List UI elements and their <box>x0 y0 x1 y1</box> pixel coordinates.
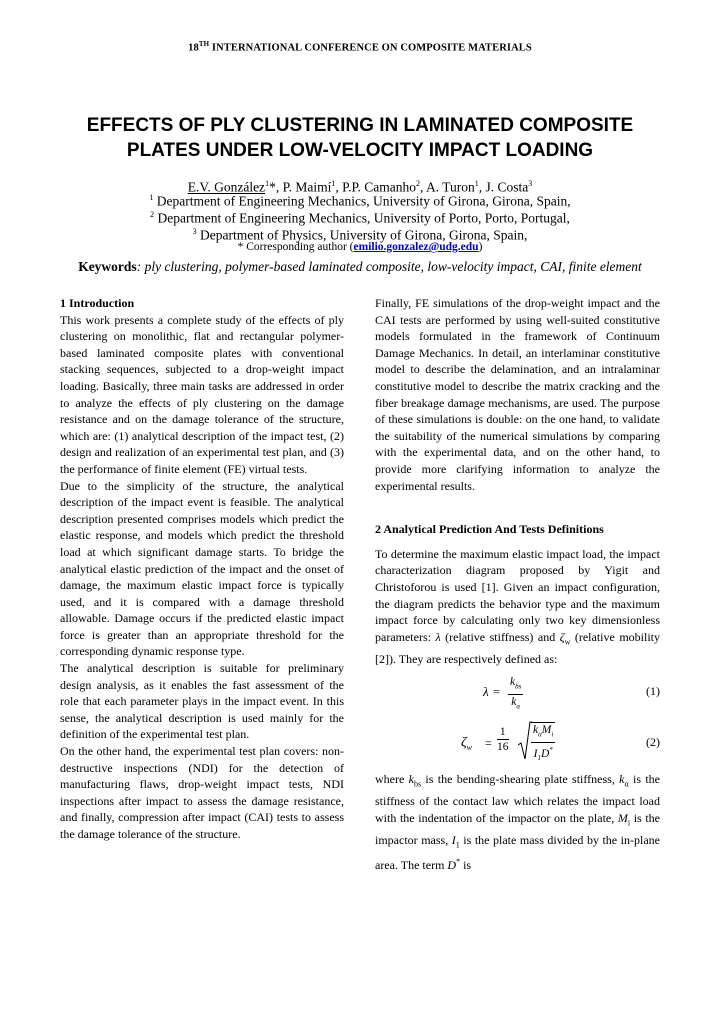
section-heading-analytical: 2 Analytical Prediction And Tests Definitions <box>375 522 604 537</box>
paragraph: Finally, FE simulations of the drop-weight impact and the CAI tests are performed by using well-suited constitutive models formulated in the framework of Continuum Damage Mechanics. In detail, an interlaminar constitutive model to describe the delamination, and an intralaminar constitutive model to describe the matrix cracking and the fiber breakage damage mechanisms, are used. The purpose of these simulations is double: on the one hand, to validate the suitability of the numerical simulations by comparing with the experimental data, and on the other hand, to provide more clarifying information to analyze the experimental results. <box>375 296 660 493</box>
paragraph: The analytical description is suitable for preliminary design analysis, as it enables the fast assessment of the role that each parameter plays in the impact event. In this sense, the analytical description is used mainly for the definition of the experimental test plan. <box>60 661 344 742</box>
corresponding-author: * Corresponding author (emilio.gonzalez@udg.edu) <box>237 241 483 253</box>
paragraph: On the other hand, the experimental test plan covers: non-destructive inspections (NDI) for the detection of manufacturing flaws, drop-weight impact tests, NDI inspections after impact to assess the damage resistance, and finally, compression after impact (CAI) tests to assess the damage tolerance of the structure. <box>60 744 344 841</box>
email-link[interactable]: emilio.gonzalez@udg.edu <box>353 241 479 253</box>
paper-title <box>60 113 660 163</box>
paragraph: where $k_{bs}$ is the bending-shearing plate stiffness, $k_\alpha$ is the stiffness of the contact law which relates the impact load with the indentation of the impactor on the plate, $M_i$ is the impactor mass, $I_1$ is the plate mass divided by the in-plane area. The term D* is <box>375 772 660 872</box>
paragraph: This work presents a complete study of the effects of ply clustering on monolithic, flat and rectangular polymer-based laminated composite plates with conventional stacking sequences, subjected to a drop-weight impact loading. Basically, three main tasks are addressed in order to analyze the effects of ply clustering on the damage resistance and on the damage tolerance of the structure, which are: (1) analytical description of the impact test, (2) design and realization of an experimental test plan, and (3) the performance of finite element (FE) virtual tests. <box>60 312 344 476</box>
title-line-1: EFFECTS OF PLY CLUSTERING IN LAMINATED COMPOSITE <box>86 115 634 136</box>
equation-2: $\zeta_w$ = $\frac{1}{16}$ $k_\alpha M_i$ $I_1D^*$ (2) <box>375 719 660 771</box>
title-line-2: PLATES UNDER LOW-VELOCITY IMPACT LOADING <box>126 140 594 161</box>
author-list: E.V. González$^1$*, P. Maimí$^1$, P.P. Camanho$^2$, A. Turon$^1$, J. Costa$^3$ <box>187 179 533 195</box>
sqrt-sign <box>518 721 532 761</box>
left-column <box>60 295 344 843</box>
affiliation-1: $^1$ Department of Engineering Mechanics, University of Girona, Girona, Spain, <box>149 193 571 209</box>
affiliation-2: $^2$ Department of Engineering Mechanics, University of Porto, Porto, Portugal, <box>150 210 570 226</box>
right-column <box>375 295 660 873</box>
keywords: Keywords: ply clustering, polymer-based laminated composite, low-velocity impact, CAI, finite element <box>78 259 642 274</box>
equation-number: (1) <box>646 684 660 699</box>
conference-header: 18TH INTERNATIONAL CONFERENCE ON COMPOSITE MATERIALS <box>188 40 532 54</box>
equation-1: λ = $k_{bs}$ $k_\alpha$ (1) <box>483 676 660 710</box>
equation-number: (2) <box>646 735 660 750</box>
paragraph: Due to the simplicity of the structure, the analytical description of the impact event is feasible. The analytical description presented comprises models which predict the elastic response, and models which predict the threshold load at which significant damage starts. To bridge the analytical elastic prediction of the impact and the onset of damage, the maximum elastic impact force is typically used, and it is compared with a damage threshold allowable. Damage occurs if the predicted elastic impact force is greater than an appropriate threshold for the corresponding dynamic response type. <box>60 478 344 659</box>
paragraph: To determine the maximum elastic impact load, the impact characterization diagram proposed by Yigit and Christoforou is used [1]. Given an impact configuration, the diagram predicts the behavior type and the maximum impact force by calculating only two key dimensionless parameters: λ (relative stiffness) and $\zeta_w$ (relative mobility [2]). They are respectively defined as: <box>375 546 661 666</box>
section-heading-introduction: 1 Introduction <box>60 296 135 310</box>
affiliation-3: $^3$ Department of Physics, University of Girona, Girona, Spain, <box>192 227 528 243</box>
